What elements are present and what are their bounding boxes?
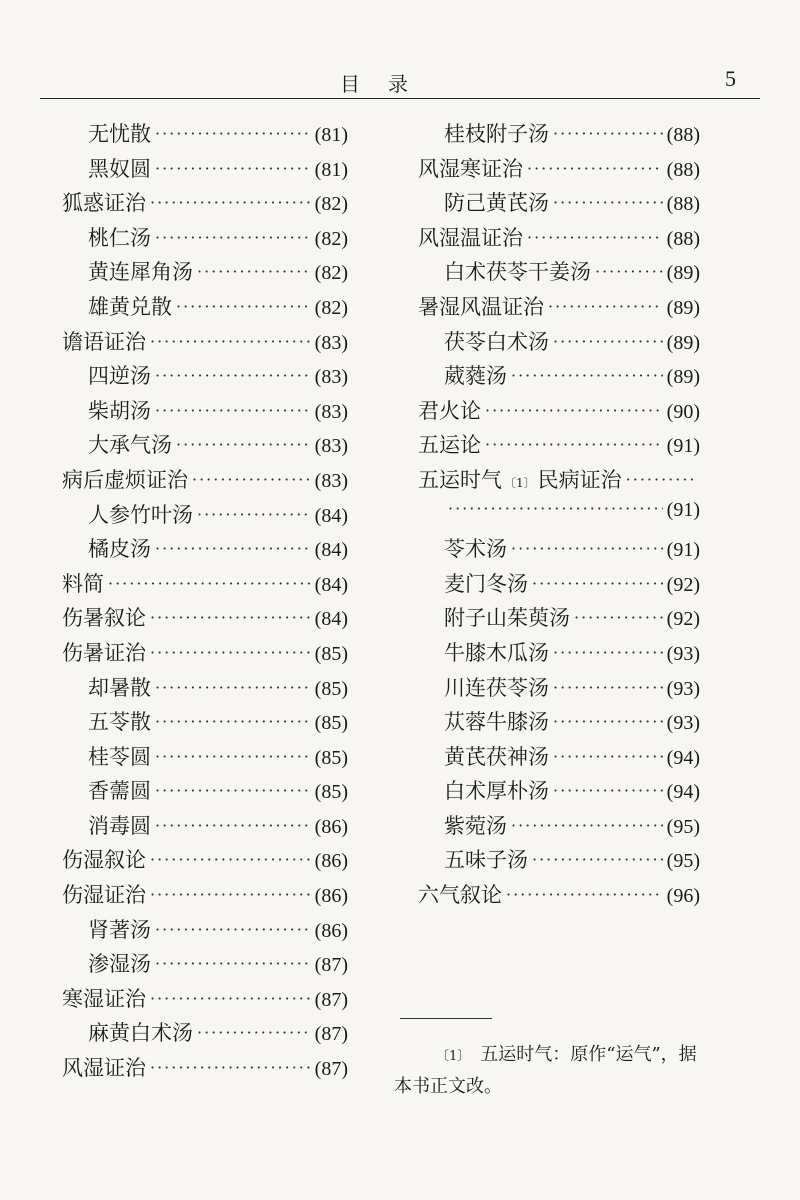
toc-leader [532,574,663,593]
toc-entry-page: ( 93 ) [667,643,700,666]
toc-entry-title: 肾著汤 [88,917,151,942]
toc-entry[interactable] [418,533,700,568]
toc-entry-page: ( 90 ) [667,401,700,424]
toc-entry[interactable] [62,395,348,430]
page-header [40,64,760,100]
toc-entry-page: ( 88 ) [667,124,700,147]
toc-entry-page: ( 82 ) [315,228,348,251]
toc-entry[interactable] [418,741,700,776]
toc-entry-title: 风湿证治 [62,1056,146,1081]
toc-entry[interactable] [62,810,348,845]
toc-entry-page: ( 82 ) [315,193,348,216]
toc-entry[interactable] [62,914,348,949]
toc-entry-title: 香薷圆 [88,779,151,804]
toc-leader [150,850,311,869]
toc-entry[interactable] [418,844,700,879]
toc-entry-title: 黄连犀角汤 [88,260,193,285]
toc-leader [553,193,663,212]
toc-entry-title: 消毒圆 [88,813,151,838]
toc-entry-title: 五运论 [418,433,481,458]
toc-leader [150,193,311,212]
toc-entry-title: 料简 [62,571,104,596]
toc-entry-title: 人参竹叶汤 [88,502,193,527]
toc-entry-page: ( 91 ) [667,539,700,562]
footnote-text: 五运时气：原作“运气”，据本书正文改。 [394,1044,697,1097]
toc-entry-page: ( 88 ) [667,159,700,182]
toc-leader [553,678,663,697]
toc-entry-page: ( 85 ) [315,643,348,666]
toc-entry-title: 麦门冬汤 [444,571,528,596]
toc-entry-page: ( 83 ) [315,470,348,493]
toc-leader [155,401,311,420]
toc-leader [108,574,311,593]
toc-leader [150,989,311,1008]
toc-leader [548,297,663,316]
toc-leader [197,262,311,281]
toc-entry-title: 伤湿证治 [62,883,146,908]
toc-entry[interactable] [62,153,348,188]
toc-leader [150,332,311,351]
toc-leader [485,435,663,454]
toc-leader [155,159,311,178]
toc-entry-page: ( 95 ) [667,850,700,873]
toc-entry-title: 伤暑叙论 [62,606,146,631]
toc-entry-page: ( 82 ) [315,297,348,320]
toc-entry-title: 柴胡汤 [88,398,151,423]
toc-leader [150,885,311,904]
toc-entry[interactable] [62,602,348,637]
toc-entry[interactable] [418,810,700,845]
toc-leader [155,228,311,247]
toc-entry[interactable] [62,326,348,361]
toc-entry-title: 却暑散 [88,675,151,700]
toc-entry-page: ( 89 ) [667,332,700,355]
toc-entry[interactable] [418,187,700,222]
toc-leader [527,159,663,178]
toc-entry-page: ( 86 ) [315,920,348,943]
toc-entry[interactable] [418,568,700,603]
toc-leader [192,470,311,489]
toc-entry-title: 伤湿叙论 [62,848,146,873]
toc-entry[interactable] [62,499,348,534]
toc-entry-page: ( 89 ) [667,297,700,320]
toc-leader [511,816,663,835]
toc-leader [532,850,663,869]
toc-entry[interactable] [418,395,700,430]
toc-entry-title: 风湿寒证治 [418,156,523,181]
toc-entry-page: ( 83 ) [315,332,348,355]
page-number: 5 [725,66,736,91]
toc-entry[interactable] [62,360,348,395]
toc-leader [197,505,311,524]
toc-entry-page: ( 94 ) [667,781,700,804]
toc-entry-page: ( 84 ) [315,539,348,562]
toc-entry-page: ( 82 ) [315,262,348,285]
toc-entry-title: 黄芪茯神汤 [444,744,549,769]
toc-entry-page: ( 95 ) [667,816,700,839]
toc-entry-page: ( 84 ) [315,574,348,597]
toc-entry-title: 苁蓉牛膝汤 [444,710,549,735]
toc-entry-page: ( 93 ) [667,712,700,735]
toc-entry[interactable] [418,706,700,741]
footnote [394,1040,704,1102]
toc-entry-title: 雄黄兑散 [88,294,172,319]
toc-entry[interactable] [62,706,348,741]
header-divider [40,98,760,99]
toc-entry-page: ( 88 ) [667,228,700,251]
toc-entry-title: 茯苓白术汤 [444,329,549,354]
toc-entry-page: ( 94 ) [667,747,700,770]
toc-column-right [418,118,700,914]
toc-entry-page: ( 92 ) [667,608,700,631]
toc-entry[interactable] [418,879,700,914]
toc-entry-page: ( 81 ) [315,124,348,147]
toc-entry[interactable] [62,983,348,1018]
toc-entry[interactable] [62,637,348,672]
toc-entry[interactable] [62,1052,348,1087]
toc-entry[interactable] [418,429,700,464]
toc-entry-page: ( 86 ) [315,885,348,908]
toc-entry-page: ( 87 ) [315,954,348,977]
toc-entry-cont[interactable] [418,499,700,534]
toc-entry[interactable] [62,741,348,776]
toc-entry-title: 桂苓圆 [88,744,151,769]
toc-leader [574,608,663,627]
title-char-2: 录 [388,72,410,96]
toc-entry-page: ( 92 ) [667,574,700,597]
toc-entry[interactable] [62,429,348,464]
toc-entry-title: 紫菀汤 [444,813,507,838]
toc-leader [511,539,663,558]
toc-entry-title: 君火论 [418,398,481,423]
toc-entry[interactable] [62,256,348,291]
toc-entry-title: 大承气汤 [88,433,172,458]
toc-entry[interactable] [418,637,700,672]
toc-leader [626,470,696,489]
toc-entry-title-cont: 民病证治 [537,467,622,492]
toc-leader [553,712,663,731]
toc-entry-title: 桃仁汤 [88,225,151,250]
toc-entry-title: 黑奴圆 [88,156,151,181]
toc-entry[interactable] [62,844,348,879]
toc-leader [155,816,311,835]
toc-leader [176,297,311,316]
toc-entry[interactable] [62,291,348,326]
toc-leader [155,712,311,731]
toc-entry-title: 谵语证治 [62,329,146,354]
toc-leader [197,1023,311,1042]
toc-entry-title: 五味子汤 [444,848,528,873]
toc-leader [553,643,663,662]
toc-leader [155,747,311,766]
toc-leader [176,435,311,454]
toc-leader [448,499,663,518]
toc-entry-page: ( 86 ) [315,816,348,839]
toc-leader [595,262,663,281]
toc-entry-page: ( 81 ) [315,159,348,182]
toc-leader [150,643,311,662]
toc-entry[interactable] [62,533,348,568]
toc-entry[interactable] [418,672,700,707]
toc-entry[interactable] [62,879,348,914]
toc-leader [155,124,311,143]
toc-leader [155,539,311,558]
toc-entry[interactable] [62,222,348,257]
toc-entry-title: 寒湿证治 [62,986,146,1011]
toc-entry-page: ( 91 ) [667,499,700,522]
toc-entry-title: 橘皮汤 [88,537,151,562]
toc-entry[interactable] [418,222,700,257]
toc-leader [150,608,311,627]
toc-entry-title: 苓术汤 [444,537,507,562]
toc-entry[interactable] [418,118,700,153]
toc-entry-title: 五苓散 [88,710,151,735]
toc-entry[interactable] [62,568,348,603]
toc-entry[interactable] [418,291,700,326]
toc-entry-page: ( 85 ) [315,747,348,770]
toc-entry-page: ( 93 ) [667,678,700,701]
toc-leader [553,124,663,143]
toc-entry[interactable] [418,775,700,810]
toc-entry[interactable] [418,602,700,637]
toc-entry[interactable] [418,464,700,499]
toc-entry-page: ( 87 ) [315,1058,348,1081]
toc-entry-title: 无忧散 [88,122,151,146]
footnote-marker: 〔1〕 [436,1049,471,1064]
toc-entry-page: ( 89 ) [667,262,700,285]
toc-entry[interactable] [418,153,700,188]
toc-entry-page: ( 83 ) [315,435,348,458]
toc-leader [511,366,663,385]
toc-leader [553,332,663,351]
toc-entry[interactable] [418,360,700,395]
toc-entry-page: ( 91 ) [667,435,700,458]
page-title [340,68,410,97]
toc-entry-title: 防己黄芪汤 [444,191,549,216]
toc-entry-page: ( 88 ) [667,193,700,216]
toc-entry[interactable] [62,672,348,707]
footnote-ref: 〔1〕 [504,475,536,490]
toc-entry-title: 渗湿汤 [88,952,151,977]
toc-entry-page: ( 87 ) [315,989,348,1012]
toc-entry-title: 四逆汤 [88,364,151,389]
toc-leader [553,781,663,800]
toc-entry-title: 暑湿风温证治 [418,294,544,319]
toc-entry-title: 五运时气 [418,467,502,492]
toc-leader [553,747,663,766]
toc-entry-title: 白术厚朴汤 [444,779,549,804]
toc-entry-title: 葳蕤汤 [444,364,507,389]
toc-entry[interactable] [418,326,700,361]
toc-entry-title: 桂枝附子汤 [444,122,549,146]
toc-leader [150,1058,311,1077]
toc-entry[interactable] [62,464,348,499]
toc-leader [155,954,311,973]
toc-entry-page: ( 89 ) [667,366,700,389]
toc-entry[interactable] [62,1017,348,1052]
toc-entry-page: ( 86 ) [315,850,348,873]
toc-entry-title: 白术茯苓干姜汤 [444,260,591,285]
toc-entry-page: ( 85 ) [315,712,348,735]
toc-entry-page: ( 84 ) [315,608,348,631]
toc-entry[interactable] [62,118,348,153]
toc-entry-title: 牛膝木瓜汤 [444,640,549,665]
toc-entry-page: ( 96 ) [667,885,700,908]
toc-entry-page: ( 85 ) [315,781,348,804]
toc-leader [527,228,663,247]
toc-entry-title: 川连茯苓汤 [444,675,549,700]
toc-entry-page: ( 87 ) [315,1023,348,1046]
toc-entry-page: ( 83 ) [315,366,348,389]
toc-entry-title: 六气叙论 [418,883,502,908]
toc-entry[interactable] [62,187,348,222]
toc-entry[interactable] [418,256,700,291]
toc-entry-page: ( 83 ) [315,401,348,424]
toc-column-left [62,118,348,1087]
toc-entry-page: ( 84 ) [315,505,348,528]
toc-leader [155,781,311,800]
toc-entry-title: 麻黄白术汤 [88,1021,193,1046]
toc-entry-title: 附子山茱萸汤 [444,606,570,631]
toc-leader [155,366,311,385]
toc-entry-title: 狐惑证治 [62,191,146,216]
footnote-divider [400,1018,492,1019]
toc-entry-title: 伤暑证治 [62,640,146,665]
toc-leader [485,401,663,420]
toc-entry[interactable] [62,775,348,810]
title-char-1: 目 [340,72,362,96]
toc-entry[interactable] [62,948,348,983]
toc-leader [155,678,311,697]
toc-entry-page: ( 85 ) [315,678,348,701]
toc-leader [506,885,663,904]
toc-leader [155,920,311,939]
toc-entry-title: 病后虚烦证治 [62,467,188,492]
toc-entry-title: 风湿温证治 [418,225,523,250]
